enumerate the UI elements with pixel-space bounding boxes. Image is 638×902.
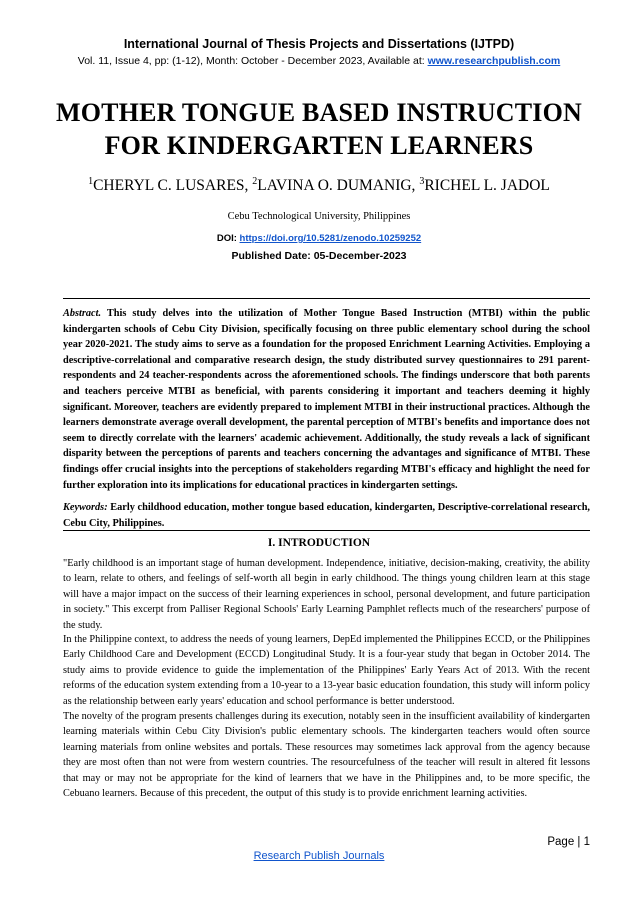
- keywords-block: [63, 500, 590, 531]
- keywords-label: Keywords:: [63, 502, 108, 513]
- page-number: Page | 1: [547, 836, 590, 848]
- author-2-name: LAVINA O. DUMANIG,: [257, 177, 420, 195]
- footer: [0, 850, 638, 862]
- publisher-link[interactable]: Research Publish Journals: [253, 850, 385, 862]
- section-heading: I. INTRODUCTION: [267, 537, 371, 549]
- doi-line: [0, 233, 638, 244]
- volume-text: Vol. 11, Issue 4, pp: (1-12), Month: October - December 2023, Available at:: [77, 55, 428, 67]
- abstract-label: Abstract.: [63, 308, 102, 319]
- author-2-number: 2: [252, 176, 258, 187]
- abstract-text: This study delves into the utilization of Mother Tongue Based Instruction (MTBI) within the public kindergarten schools of Cebu City Division, specifically focusing on three public elementary school during the school year 2020-2021. The study aims to serve as a foundation for the proposed Enrichment Learning Activities. Employing a descriptive-correlational and comparative research design, the study distributed survey questionnaires to 291 parent-respondents and 24 teacher-respondents across the aforementioned schools. The findings underscore that both parents and teachers perceive MTBI as beneficial, with parents considering it important and teachers deeming it highly significant. Moreover, teachers are evidently prepared to implement MTBI in their instructional practices. Although the learners demonstrate average overall development, the parental perception of MTBI's benefits and importance does not seem to directly correlate with the learners' academic achievement. Additionally, the study reveals a lack of significant disparity between the perceptions of parents and teachers concerning the advantages and significance of MTBI. These findings offer crucial insights into the perceptions of stakeholders regarding MTBI's efficacy and highlight the need for further exploration into its implications for educational practices in kindergarten settings.: [63, 308, 590, 491]
- paragraph-2: In the Philippine context, to address the needs of young learners, DepEd implemented the Philippines ECCD, or the Philippines Early Childhood Care and Development (ECCD) Longitudinal Study. It is a four-year study that began in October 2014. The study aims to provide evidence to guide the implementation of the Philippines' Early Years Act of 2013. With the recent reforms of the education system extending from a 10-year to a 13-year basic education foundation, this study will inform policy as the relationship between early years' education and school performance is better understood.: [63, 634, 590, 707]
- journal-name: International Journal of Thesis Projects and Dissertations (IJTPD): [123, 37, 515, 51]
- published-date: Published Date: 05-December-2023: [231, 250, 407, 262]
- doi-link[interactable]: https://doi.org/10.5281/zenodo.10259252: [239, 233, 422, 244]
- keywords-bottom-divider: [63, 530, 590, 531]
- paper-title: [0, 96, 638, 162]
- journal-url-link[interactable]: www.researchpublish.com: [427, 55, 561, 67]
- abstract-top-divider: [63, 298, 590, 299]
- author-list: [0, 176, 638, 195]
- author-3-number: 3: [419, 176, 425, 187]
- doi-label: DOI:: [216, 233, 240, 244]
- author-1-name: CHERYL C. LUSARES,: [93, 177, 253, 195]
- affiliation: Cebu Technological University, Philippines: [227, 211, 411, 222]
- paragraph-1: "Early childhood is an important stage of human development. Independence, initiative, decision-making, creativity, the ability to learn, relate to others, and feelings of self-worth all begin in early childhood. The things young children learn at this stage will have a major impact on the success of their learning experiences in school, personal development, and future participation in society." This excerpt from Palliser Regional Schools' Early Learning Pamphlet reflects much of the researchers' purpose of the study.: [63, 558, 590, 631]
- abstract-block: [63, 306, 590, 493]
- author-1-number: 1: [88, 176, 94, 187]
- author-3-name: RICHEL L. JADOL: [424, 177, 550, 195]
- volume-line: [0, 55, 638, 67]
- paragraph-3: The novelty of the program presents challenges during its execution, notably seen in the insufficient availability of kindergarten learning materials within Cebu City Division's public elementary schools. The kindergarten teachers would often source learning materials from online websites and portals. These resources may sometimes lack approval from the agency because they are most often than not were from western countries. The resourcefulness of the teacher will result in altered fit lessons that may or may not be appropriate for the kind of learners that we have in the Philippines and, to be more specific, the Cebuano learners. Because of this precedent, the output of this study is to provide enrichment learning activities.: [63, 711, 590, 800]
- title-line-2: FOR KINDERGARTEN LEARNERS: [104, 131, 534, 160]
- keywords-text: Early childhood education, mother tongue based education, kindergarten, Descriptive-correlational research, Cebu City, Philippines.: [63, 502, 590, 529]
- title-line-1: MOTHER TONGUE BASED INSTRUCTION: [55, 98, 583, 127]
